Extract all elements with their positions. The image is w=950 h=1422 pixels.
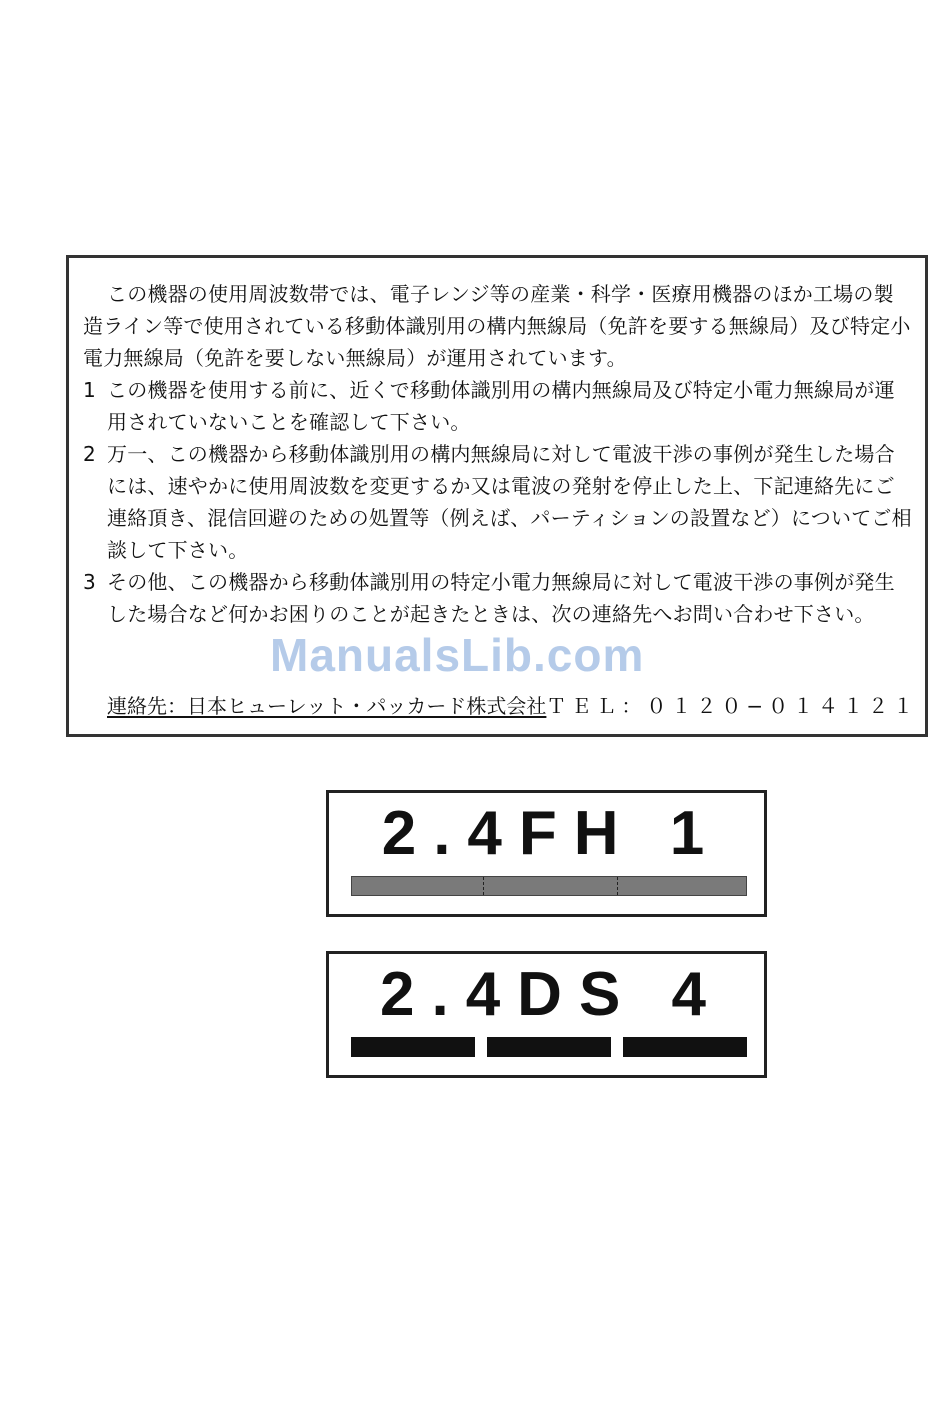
watermark: ManualsLib.com [270,629,645,681]
label-code: 2.4DS 4 [379,960,724,1029]
bar-divider [617,877,618,895]
notice-intro: この機器の使用周波数帯では、電子レンジ等の産業・科学・医療用機器のほか工場の製造ライン等で使用されている移動体識別用の構内無線局（免許を要する無線局）及び特定小電力無線局（免許を要しない無線局）が運用されています。 [83,282,911,370]
item-text: 万一、この機器から移動体識別用の構内無線局に対して電波干渉の事例が発生した場合には、速やかに使用周波数を変更するか又は電波の発射を停止した上、下記連絡先にご連絡頂き、混信回避のための処置等（例えば、パーティションの設置など）についてご相談して下さい。 [107,442,912,562]
contact-telephone: ＴＥＬ：０１２０−０１４１２１ [546,694,919,718]
item-text: この機器を使用する前に、近くで移動体識別用の構内無線局及び特定小電力無線局が運用されていないことを確認して下さい。 [107,378,895,434]
contact-label: 連絡先： [107,694,187,718]
frequency-band-bar [351,876,747,896]
notice-item [83,438,913,566]
bar-segment [487,1037,611,1057]
frequency-band-bar [351,1037,747,1057]
notice-item [83,566,913,630]
bar-divider [483,877,484,895]
item-number: 3 [83,570,96,594]
notice-body [83,278,913,630]
item-number: 2 [83,442,96,466]
item-text: その他、この機器から移動体識別用の特定小電力無線局に対して電波干渉の事例が発生した場合など何かお困りのことが起きたときは、次の連絡先へお問い合わせ下さい。 [107,570,895,626]
item-number: 1 [83,378,96,402]
bar-segment [351,1037,475,1057]
frequency-label-fh [326,790,767,917]
bar-segment [623,1037,747,1057]
frequency-label-ds [326,951,767,1078]
notice-item [83,374,913,438]
contact-company-group [107,692,546,720]
label-code: 2.4FH 1 [381,799,722,868]
contact-line [107,692,919,720]
contact-company: 日本ヒューレット・パッカード株式会社 [187,694,547,718]
